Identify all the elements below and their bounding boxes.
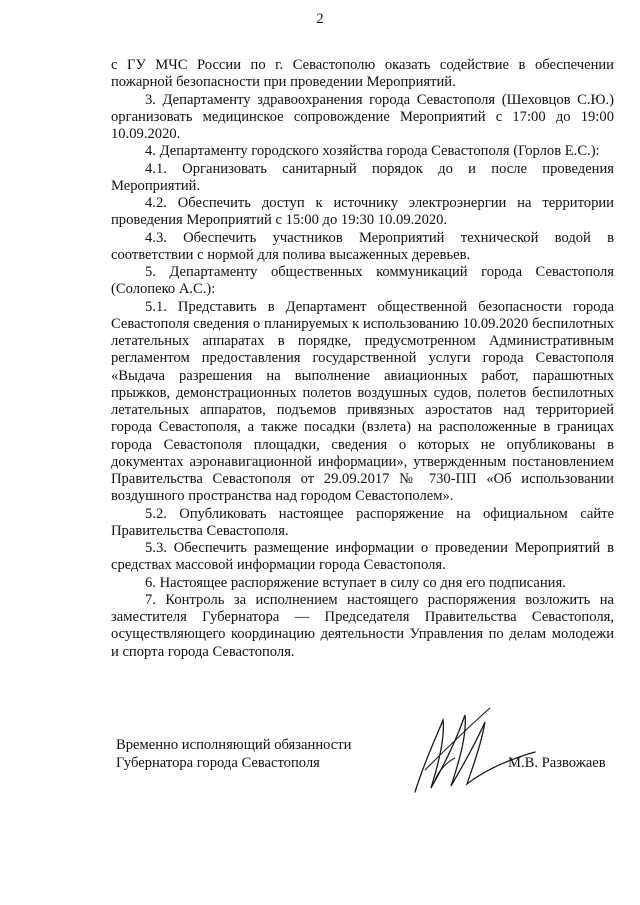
paragraph-item-7: 7. Контроль за исполнением настоящего распоряжения возложить на заместителя Губернатора — Председателя Правительства Севастополя, осуществляющего координацию деятельности Управления по делам молодежи и спорта города Севастополя.: [111, 591, 614, 660]
paragraph-item-6: 6. Настоящее распоряжение вступает в силу со дня его подписания.: [145, 574, 566, 591]
paragraph-item-4-2: 4.2. Обеспечить доступ к источнику электроэнергии на территории проведения Мероприятий с 15:00 до 19:30 10.09.2020.: [111, 195, 614, 229]
signatory-name: М.В. Развожаев: [508, 755, 606, 771]
paragraph-continuation: с ГУ МЧС России по г. Севастополю оказать содействие в обеспечении пожарной безопасности при проведении Мероприятий.: [111, 57, 614, 91]
signatory-position: [116, 737, 351, 772]
paragraph-item-4-3: 4.3. Обеспечить участников Мероприятий технической водой в соответствии с нормой для полива высаженных деревьев.: [111, 229, 614, 263]
paragraph-item-4-1: 4.1. Организовать санитарный порядок до и после проведения Мероприятий.: [111, 160, 614, 194]
paragraph-item-3: 3. Департаменту здравоохранения города Севастополя (Шеховцов С.Ю.) организовать медицинское сопровождение Мероприятий с 17:00 до 19:00 10.09.2020.: [111, 91, 614, 142]
document-body: [111, 57, 614, 661]
paragraph-item-5-1: 5.1. Представить в Департамент общественной безопасности города Севастополя сведения о планируемых к использованию 10.09.2020 беспилотных летательных аппаратах в порядке, предусмотренном Административным регламентом предоставления государственной услуги города Севастополя «Выдача разрешения на выполнение авиационных работ, парашютных прыжков, демонстрационных полетов воздушных судов, полетов беспилотных летательных аппаратов, подъемов привязных аэростатов над территорией города Севастополя, а также посадки (взлета) на расположенные в границах города Севастополя площадки, сведения о которых не опубликованы в документах аэронавигационной информации», утвержденным постановлением Правительства Севастополя от 29.09.2017 № 730-ПП «Об использовании воздушного пространства над городом Севастополем».: [111, 298, 614, 505]
position-line-2: Губернатора города Севастополя: [116, 754, 320, 771]
paragraph-item-4: 4. Департаменту городского хозяйства города Севастополя (Горлов Е.С.):: [145, 143, 600, 160]
paragraph-item-5-3: 5.3. Обеспечить размещение информации о проведении Мероприятий в средствах массовой информации города Севастополя.: [111, 540, 614, 574]
paragraph-item-5-2: 5.2. Опубликовать настоящее распоряжение на официальном сайте Правительства Севастополя.: [111, 505, 614, 539]
position-line-1: Временно исполняющий обязанности: [116, 737, 352, 753]
paragraph-item-5: 5. Департаменту общественных коммуникаций города Севастополя (Солопеко А.С.):: [111, 264, 614, 298]
page-number: 2: [316, 11, 324, 27]
